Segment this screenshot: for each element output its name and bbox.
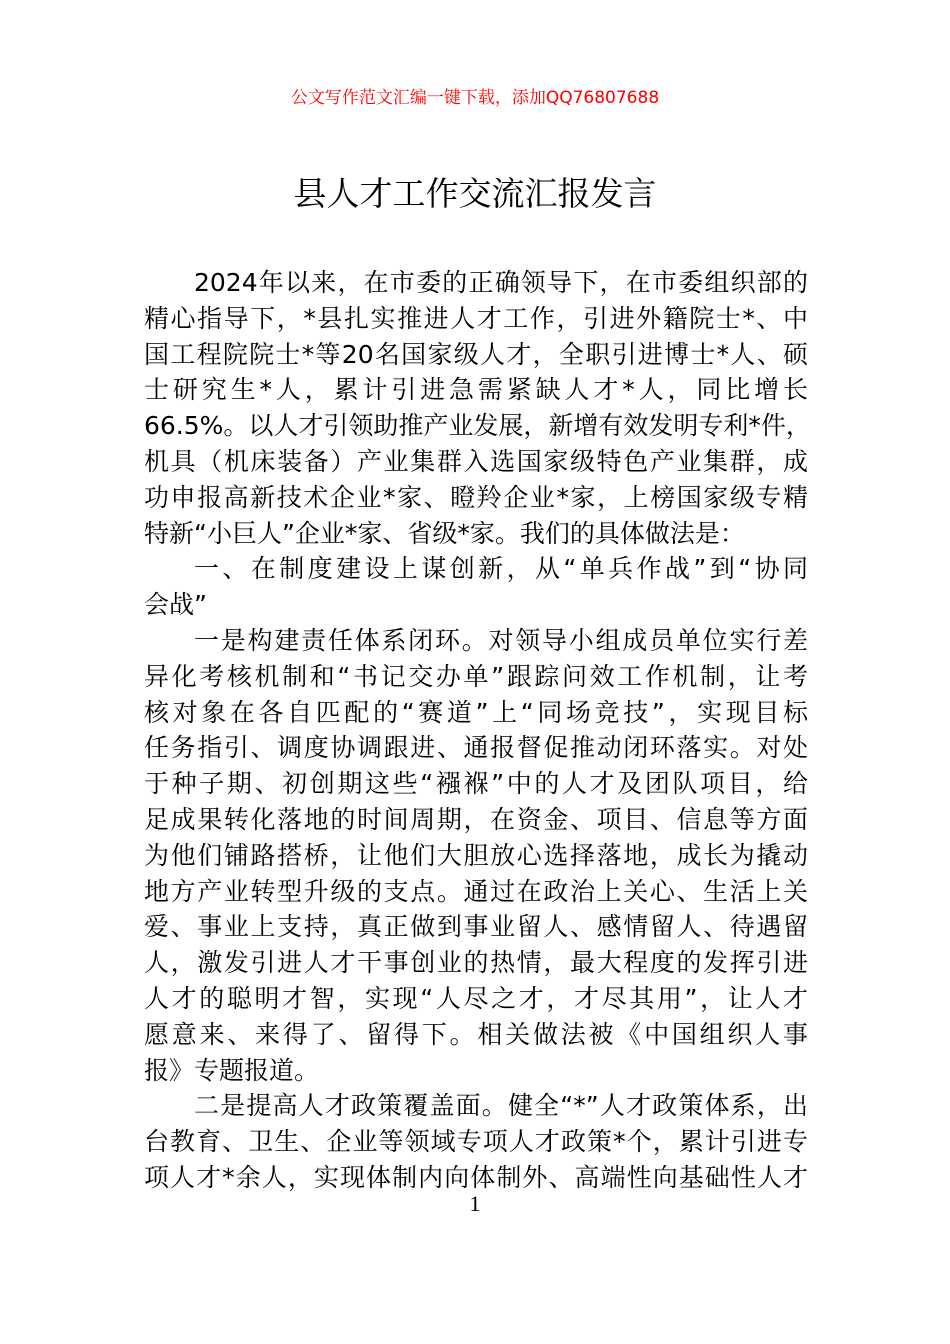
- body-line: 人，激发引进人才干事创业的热情，最大程度的发挥引进: [144, 948, 808, 978]
- body-line: 愿意来、来得了、留得下。相关做法被《中国组织人事: [144, 1019, 808, 1049]
- body-line: 为他们铺路搭桥，让他们大胆放心选择落地，成长为撬动: [144, 840, 808, 870]
- body-line: 核对象在各自匹配的“赛道”上“同场竞技”，实现目标: [144, 697, 808, 727]
- section-heading-line: 一、在制度建设上谋创新，从“单兵作战”到“协同: [194, 554, 808, 584]
- body-line: 任务指引、调度协调跟进、通报督促推动闭环落实。对处: [144, 733, 808, 763]
- section-heading-line: 会战”: [144, 590, 207, 620]
- body-line: 特新“小巨人”企业*家、省级*家。我们的具体做法是：: [144, 518, 745, 548]
- body-line: 2024年以来，在市委的正确领导下，在市委组织部的: [194, 268, 808, 297]
- body-line: 功申报高新技术企业*家、瞪羚企业*家，上榜国家级专精: [144, 482, 808, 512]
- body-line: 精心指导下，*县扎实推进人才工作，引进外籍院士*、中: [144, 303, 808, 333]
- document-title: 县人才工作交流汇报发言: [293, 174, 657, 213]
- body-line: 国工程院院士*等20名国家级人才，全职引进博士*人、硕: [144, 339, 808, 369]
- body-line: 机具（机床装备）产业集群入选国家级特色产业集群，成: [144, 446, 808, 476]
- body-line: 项人才*余人，实现体制内向体制外、高端性向基础性人才: [144, 1162, 808, 1192]
- body-line: 异化考核机制和“书记交办单”跟踪问效工作机制，让考: [144, 661, 808, 691]
- body-line: 人才的聪明才智，实现“人尽之才，才尽其用”，让人才: [144, 983, 808, 1013]
- body-line: 台教育、卫生、企业等领域专项人才政策*个，累计引进专: [144, 1127, 808, 1157]
- header-note: 公文写作范文汇编一键下载，添加QQ76807688: [290, 88, 660, 108]
- body-line: 爱、事业上支持，真正做到事业留人、感情留人、待遇留: [144, 912, 808, 942]
- body-line: 地方产业转型升级的支点。通过在政治上关心、生活上关: [144, 876, 808, 906]
- body-line: 一是构建责任体系闭环。对领导小组成员单位实行差: [194, 625, 808, 655]
- body-line: 于种子期、初创期这些“襁褓”中的人才及团队项目，给: [144, 769, 808, 799]
- body-line: 士研究生*人，累计引进急需紧缺人才*人，同比增长: [144, 375, 808, 405]
- document-body: [144, 265, 811, 1196]
- body-line: 报》专题报道。: [144, 1055, 320, 1085]
- page-number: 1: [469, 1191, 481, 1216]
- body-line: 二是提高人才政策覆盖面。健全“*”人才政策体系，出: [194, 1091, 808, 1121]
- body-line: 足成果转化落地的时间周期，在资金、项目、信息等方面: [144, 804, 808, 834]
- body-line: 66.5%。以人才引领助推产业发展，新增有效发明专利*件，: [144, 411, 811, 441]
